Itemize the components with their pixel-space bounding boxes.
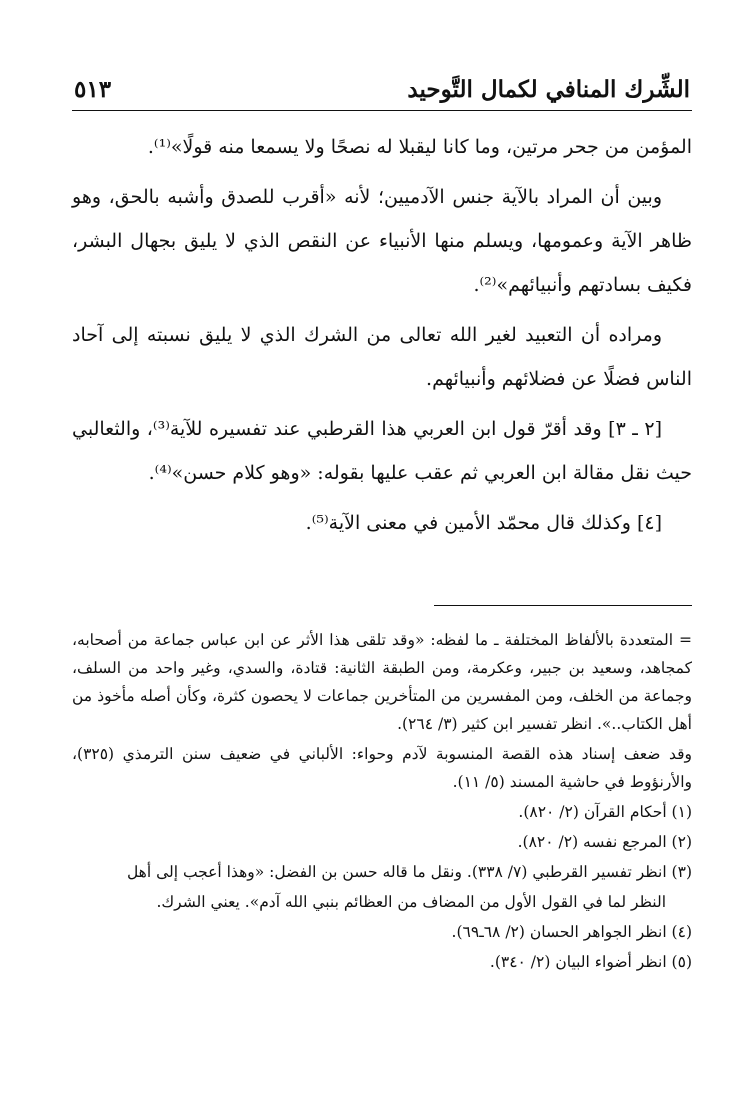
- footnote-separator: [434, 605, 692, 606]
- footnote-2: (٢) المرجع نفسه (٢/ ٨٢٠).: [517, 833, 692, 851]
- book-page: [72, 70, 692, 978]
- paragraph-2: وبين أن المراد بالآية جنس الآدميين؛ لأنه «أقرب للصدق وأشبه بالحق، وهو ظاهر الآية وعمومها، ويسلم منها الأنبياء عن النقص الذي لا يليق بجهال البشر، فكيف بسادتهم وأنبيائهم»⁽²⁾.: [72, 186, 692, 296]
- paragraph-4: [٢ ـ ٣] وقد أقرّ قول ابن العربي هذا القرطبي عند تفسيره للآية⁽³⁾، والثعالبي حيث نقل مقالة ابن العربي ثم عقب عليها بقوله: «وهو كلام حسن»⁽⁴⁾.: [72, 418, 692, 484]
- footnote-continuation-2: وقد ضعف إسناد هذه القصة المنسوبة لآدم وحواء: الألباني في ضعيف سنن الترمذي (٣٢٥)، والأرنؤوط في حاشية المسند (٥/ ١١).: [72, 745, 692, 791]
- paragraph-1: المؤمن من جحر مرتين، وما كانا ليقبلا له نصحًا ولا يسمعا منه قولًا»⁽¹⁾.: [147, 136, 692, 158]
- running-header: [72, 70, 692, 111]
- page-number: ٥١٣: [74, 76, 112, 103]
- paragraph-5: [٤] وكذلك قال محمّد الأمين في معنى الآية⁽⁵⁾.: [305, 512, 662, 534]
- footnote-1: (١) أحكام القرآن (٢/ ٨٢٠).: [518, 803, 692, 821]
- main-text: [72, 125, 692, 545]
- footnote-3: (٣) انظر تفسير القرطبي (٧/ ٣٣٨). ونقل ما قاله حسن بن الفضل: «وهذا أعجب إلى أهل: [126, 863, 692, 881]
- footnote-continuation: = المتعددة بالألفاظ المختلفة ـ ما لفظه: «وقد تلقى هذا الأثر عن ابن عباس جماعة من أصحابه، كمجاهد، وسعيد بن جبير، وعكرمة، ومن الطبقة الثانية: قتادة، والسدي، وغير واحد من السلف، وجماعة من الخلف، ومن المفسرين من المتأخرين جماعات لا يحصون كثرة، وكأن أصله مأخوذ من أهل الكتاب..». انظر تفسير ابن كثير (٣/ ٢٦٤).: [72, 631, 692, 733]
- footnote-5: (٥) انظر أضواء البيان (٢/ ٣٤٠).: [489, 953, 692, 971]
- running-title: الشِّرك المنافي لكمال التَّوحيد: [407, 76, 690, 103]
- paragraph-3: ومراده أن التعبيد لغير الله تعالى من الشرك الذي لا يليق نسبته إلى آحاد الناس فضلًا عن فضلائهم وأنبيائهم.: [72, 324, 692, 390]
- footnote-3-continued: النظر لما في القول الأول من المضاف من العظائم بنبي الله آدم». يعني الشرك.: [156, 893, 666, 911]
- footnotes: [72, 626, 692, 976]
- footnote-4: (٤) انظر الجواهر الحسان (٢/ ٦٨ـ٦٩).: [451, 923, 692, 941]
